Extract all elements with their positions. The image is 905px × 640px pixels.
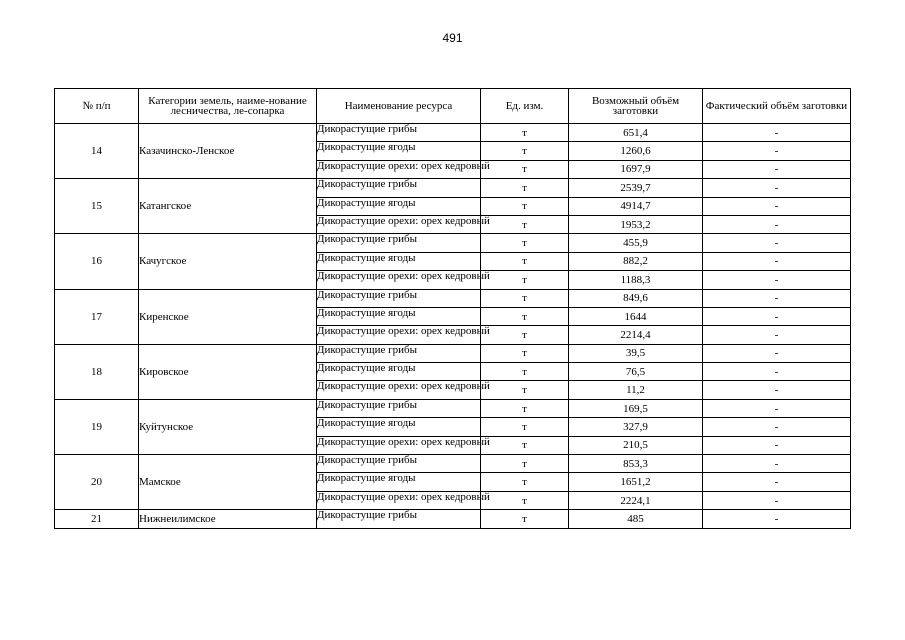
actual-volume: -	[703, 307, 851, 325]
unit-cell: т	[481, 234, 569, 252]
table-row	[55, 179, 851, 197]
table-body	[55, 124, 851, 529]
actual-volume: -	[703, 399, 851, 417]
resource-name: Дикорастущие орехи: орех кедровый	[317, 326, 481, 344]
resource-name: Дикорастущие ягоды	[317, 252, 481, 270]
header-unit: Ед. изм.	[481, 89, 569, 124]
possible-volume: 455,9	[569, 234, 703, 252]
table-row	[55, 399, 851, 417]
table-row	[55, 510, 851, 528]
actual-volume: -	[703, 197, 851, 215]
unit-cell: т	[481, 124, 569, 142]
table-row	[55, 455, 851, 473]
row-number: 19	[55, 399, 139, 454]
actual-volume: -	[703, 271, 851, 289]
resource-name: Дикорастущие орехи: орех кедровый	[317, 271, 481, 289]
header-actual-volume: Фактический объём заготовки	[703, 89, 851, 124]
resource-name: Дикорастущие ягоды	[317, 142, 481, 160]
possible-volume: 1651,2	[569, 473, 703, 491]
possible-volume: 11,2	[569, 381, 703, 399]
possible-volume: 1188,3	[569, 271, 703, 289]
resource-name: Дикорастущие ягоды	[317, 307, 481, 325]
forestry-name: Качугское	[139, 234, 317, 289]
page-number: 491	[442, 31, 463, 45]
unit-cell: т	[481, 455, 569, 473]
resource-name: Дикорастущие орехи: орех кедровый	[317, 436, 481, 454]
resource-name: Дикорастущие грибы	[317, 289, 481, 307]
unit-cell: т	[481, 215, 569, 233]
possible-volume: 882,2	[569, 252, 703, 270]
unit-cell: т	[481, 252, 569, 270]
resource-name: Дикорастущие грибы	[317, 510, 481, 528]
possible-volume: 651,4	[569, 124, 703, 142]
resource-name: Дикорастущие орехи: орех кедровый	[317, 160, 481, 178]
resource-name: Дикорастущие ягоды	[317, 473, 481, 491]
resource-name: Дикорастущие грибы	[317, 344, 481, 362]
table-row	[55, 124, 851, 142]
possible-volume: 849,6	[569, 289, 703, 307]
header-possible-volume: Возможный объём заготовки	[569, 89, 703, 124]
actual-volume: -	[703, 491, 851, 509]
forestry-name: Киренское	[139, 289, 317, 344]
actual-volume: -	[703, 436, 851, 454]
resource-name: Дикорастущие орехи: орех кедровый	[317, 381, 481, 399]
possible-volume: 853,3	[569, 455, 703, 473]
resource-name: Дикорастущие ягоды	[317, 197, 481, 215]
forestry-name: Мамское	[139, 455, 317, 510]
table-row	[55, 344, 851, 362]
row-number: 21	[55, 510, 139, 528]
forestry-name: Куйтунское	[139, 399, 317, 454]
forest-resources-table	[54, 88, 851, 529]
actual-volume: -	[703, 326, 851, 344]
unit-cell: т	[481, 179, 569, 197]
actual-volume: -	[703, 473, 851, 491]
possible-volume: 169,5	[569, 399, 703, 417]
possible-volume: 1260,6	[569, 142, 703, 160]
resource-name: Дикорастущие ягоды	[317, 418, 481, 436]
possible-volume: 76,5	[569, 363, 703, 381]
actual-volume: -	[703, 381, 851, 399]
actual-volume: -	[703, 289, 851, 307]
row-number: 17	[55, 289, 139, 344]
possible-volume: 39,5	[569, 344, 703, 362]
unit-cell: т	[481, 142, 569, 160]
unit-cell: т	[481, 271, 569, 289]
table-row	[55, 234, 851, 252]
actual-volume: -	[703, 179, 851, 197]
possible-volume: 1697,9	[569, 160, 703, 178]
possible-volume: 327,9	[569, 418, 703, 436]
actual-volume: -	[703, 344, 851, 362]
row-number: 14	[55, 124, 139, 179]
actual-volume: -	[703, 455, 851, 473]
possible-volume: 2539,7	[569, 179, 703, 197]
row-number: 18	[55, 344, 139, 399]
resource-name: Дикорастущие грибы	[317, 124, 481, 142]
resource-name: Дикорастущие орехи: орех кедровый	[317, 491, 481, 509]
unit-cell: т	[481, 510, 569, 528]
forestry-name: Кировское	[139, 344, 317, 399]
actual-volume: -	[703, 363, 851, 381]
unit-cell: т	[481, 473, 569, 491]
row-number: 16	[55, 234, 139, 289]
actual-volume: -	[703, 510, 851, 528]
table-row	[55, 289, 851, 307]
actual-volume: -	[703, 215, 851, 233]
possible-volume: 1644	[569, 307, 703, 325]
header-resource: Наименование ресурса	[317, 89, 481, 124]
actual-volume: -	[703, 252, 851, 270]
resource-name: Дикорастущие орехи: орех кедровый	[317, 215, 481, 233]
unit-cell: т	[481, 491, 569, 509]
resource-name: Дикорастущие грибы	[317, 234, 481, 252]
header-num: № п/п	[55, 89, 139, 124]
unit-cell: т	[481, 418, 569, 436]
unit-cell: т	[481, 289, 569, 307]
forestry-name: Нижнеилимское	[139, 510, 317, 528]
unit-cell: т	[481, 197, 569, 215]
possible-volume: 1953,2	[569, 215, 703, 233]
unit-cell: т	[481, 160, 569, 178]
possible-volume: 2224,1	[569, 491, 703, 509]
actual-volume: -	[703, 418, 851, 436]
actual-volume: -	[703, 234, 851, 252]
forestry-name: Казачинско-Ленское	[139, 124, 317, 179]
possible-volume: 2214,4	[569, 326, 703, 344]
table-header-row	[55, 89, 851, 124]
resource-name: Дикорастущие грибы	[317, 179, 481, 197]
unit-cell: т	[481, 363, 569, 381]
possible-volume: 4914,7	[569, 197, 703, 215]
actual-volume: -	[703, 124, 851, 142]
unit-cell: т	[481, 344, 569, 362]
unit-cell: т	[481, 399, 569, 417]
actual-volume: -	[703, 142, 851, 160]
resource-name: Дикорастущие грибы	[317, 455, 481, 473]
actual-volume: -	[703, 160, 851, 178]
unit-cell: т	[481, 436, 569, 454]
resource-name: Дикорастущие грибы	[317, 399, 481, 417]
forestry-name: Катангское	[139, 179, 317, 234]
resource-name: Дикорастущие ягоды	[317, 363, 481, 381]
unit-cell: т	[481, 326, 569, 344]
unit-cell: т	[481, 307, 569, 325]
row-number: 20	[55, 455, 139, 510]
possible-volume: 210,5	[569, 436, 703, 454]
row-number: 15	[55, 179, 139, 234]
unit-cell: т	[481, 381, 569, 399]
header-category: Категории земель, наиме-нование лесничества, ле-сопарка	[139, 89, 317, 124]
possible-volume: 485	[569, 510, 703, 528]
